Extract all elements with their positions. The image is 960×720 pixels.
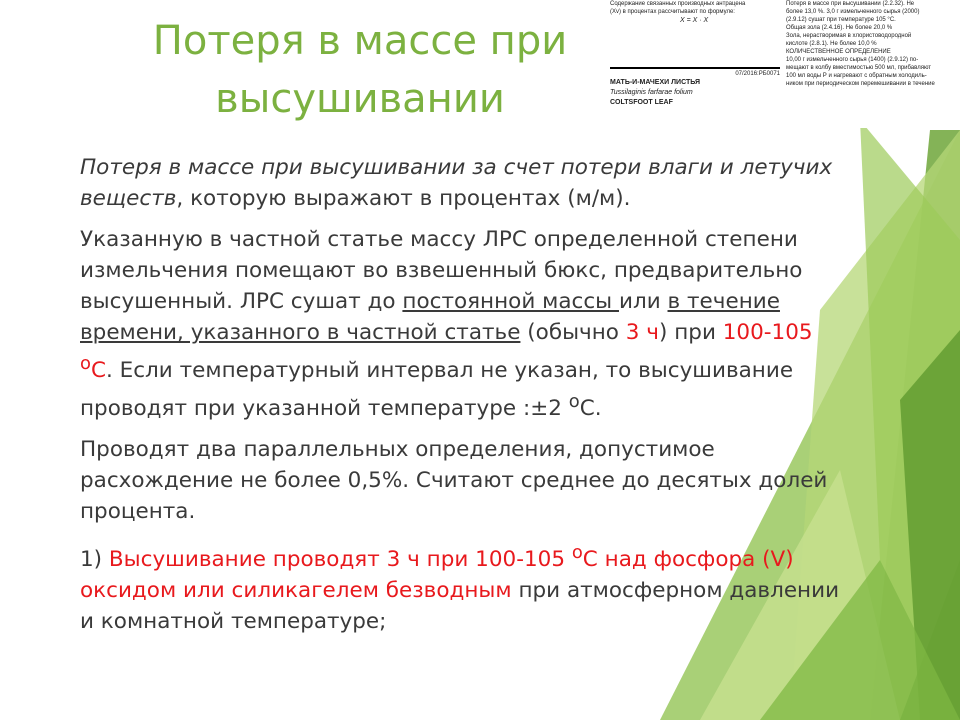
- definition-italic: Потеря в массе при высушивании за счет потери влаги и летучих веществ: [80, 155, 833, 211]
- paragraph-procedure: [46, 224, 846, 424]
- highlight-3h: 3 ч: [625, 320, 660, 345]
- scanned-document-excerpt: [610, 0, 955, 128]
- scan-text-line: Потеря в массе при высушивании (2.2.32). Не: [786, 1, 915, 7]
- scan-right-column: [786, 0, 954, 128]
- scan-text-line: 10,00 г измельченного сырья (1400) (2.9.12) по-: [786, 57, 919, 63]
- scan-text-line: КОЛИЧЕСТВЕННОЕ ОПРЕДЕЛЕНИЕ: [786, 49, 891, 55]
- procedure-text: или: [618, 289, 668, 314]
- paragraph-parallel: Проводят два параллельных определения, допустимое расхождение не более 0,5%. Считают среднее до десятых долей процента.: [80, 437, 828, 525]
- highlight-celsius: С: [90, 358, 106, 384]
- scan-formula: X = X · X: [680, 17, 709, 24]
- scan-name-en: COLTSFOOT LEAF: [610, 99, 673, 106]
- slide-title: [110, 12, 610, 128]
- underlined-time: в течение времени, указанного в частной статье: [80, 289, 780, 345]
- title-line-2: высушивании: [215, 76, 505, 122]
- highlight-temperature: 100-105: [722, 320, 813, 345]
- definition-rest: , которую выражают в процентах (м/м).: [176, 186, 631, 211]
- degree-sup: о: [568, 391, 580, 413]
- scan-text-line: мещают в колбу вместимостью 500 мл, прибавляют: [786, 65, 932, 71]
- paragraph-definition: [46, 152, 846, 214]
- paragraph-method-1: [46, 537, 846, 637]
- scan-text-line: ником при периодическом перемешивании в течение: [786, 81, 935, 87]
- slide-body: [46, 152, 846, 637]
- scan-text-line: (2.9.12) сушат при температуре 105 °С.: [786, 17, 896, 23]
- scan-text-line: Содержание связанных производных антрацена: [610, 1, 746, 7]
- scan-name-ru: МАТЬ-И-МАЧЕХИ ЛИСТЬЯ: [610, 79, 701, 86]
- scan-name-lat: Tussilaginis farfarae folium: [610, 89, 693, 96]
- scan-text-line: кислоте (2.8.1). Не более 10,0 %: [786, 41, 877, 47]
- procedure-text: . Если температурный интервал не указан, то высушивание проводят при указанной температуре :±2: [80, 358, 794, 422]
- scan-text-line: Общая зола (2.4.16). Не более 20,0 %: [786, 25, 893, 31]
- scan-code: 07/2016:РБ0071: [735, 71, 780, 77]
- method-1-rest: при атмосферном давлении и комнатной температуре;: [80, 578, 840, 635]
- list-number: 1): [80, 547, 109, 573]
- degree-sup: о: [571, 542, 583, 564]
- scan-divider: [610, 67, 780, 69]
- degree-sup: о: [80, 353, 91, 374]
- scan-text-line: более 13,0 %. 3,0 г измельченного сырья (2000): [786, 9, 920, 15]
- underlined-constant-mass: постоянной массы: [402, 289, 619, 314]
- method-1-highlight: С над фосфора (V) оксидом или силикагелем безводным: [80, 547, 794, 604]
- procedure-text: Указанную в частной статье массу ЛРС определенной степени измельчения помещают во взвешенный бюкс, предварительно высушенный. ЛРС сушат до: [80, 227, 803, 314]
- procedure-text: (обычно: [520, 320, 626, 345]
- method-1-highlight: Высушивание проводят 3 ч при 100-105: [108, 547, 572, 573]
- scan-text-line: Зола, нерастворимая в хлористоводородной: [786, 33, 912, 39]
- scan-text-line: (Xv) в процентах рассчитывают по формуле:: [610, 9, 735, 15]
- scan-text-line: 100 мл воды Р и нагревают с обратным холодиль-: [786, 73, 927, 79]
- procedure-text: ) при: [659, 320, 723, 345]
- procedure-text: С.: [579, 396, 602, 422]
- title-line-1: Потеря в массе при: [152, 18, 568, 64]
- scan-left-column: [610, 0, 780, 128]
